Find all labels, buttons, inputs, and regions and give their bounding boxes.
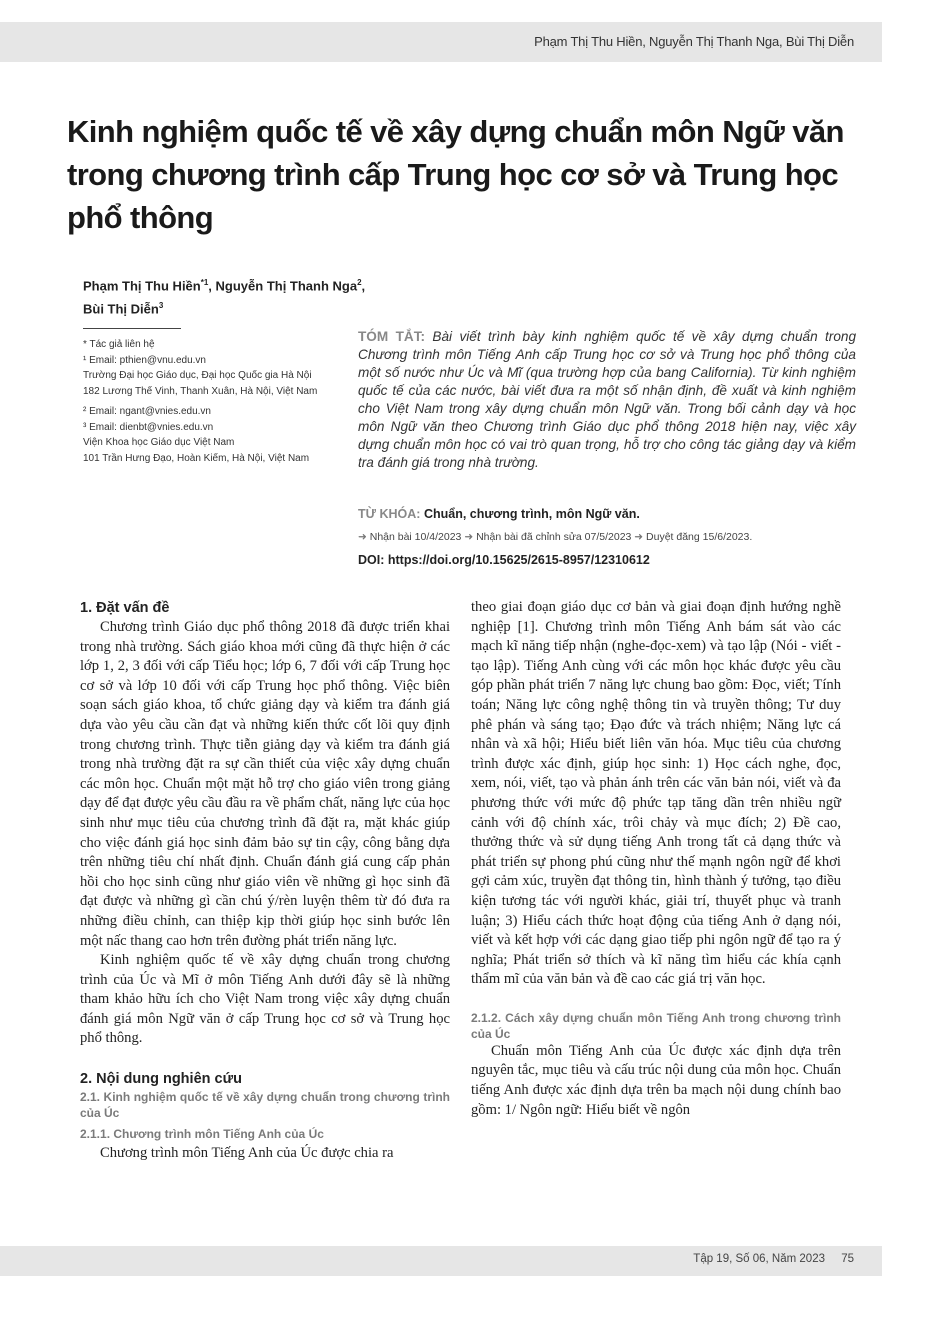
- revised-date: Nhận bài đã chỉnh sửa 07/5/2023: [476, 531, 632, 543]
- keywords: [358, 507, 858, 521]
- doi-link[interactable]: DOI: https://doi.org/10.15625/2615-8957/12310612: [358, 553, 650, 567]
- accepted-date: Duyệt đăng 15/6/2023.: [646, 531, 753, 543]
- abstract: [358, 328, 856, 472]
- affiliation-line: 101 Trần Hưng Đạo, Hoàn Kiếm, Hà Nội, Việt Nam: [83, 452, 310, 464]
- section-heading: 1. Đặt vấn đề: [80, 600, 170, 616]
- body-paragraph: Kinh nghiệm quốc tế về xây dựng chuẩn trong chương trình của Úc và Mĩ ở môn Tiếng Anh dưới đây sẽ là những tham khảo hữu ích cho Việt Nam trong việc xây dựng chuẩn đánh giá môn Ngữ văn ở cấp Trung học cơ sở và Trung học phổ thông.: [80, 952, 450, 1047]
- body-paragraph: Chương trình Giáo dục phổ thông 2018 đã được triển khai trong nhà trường. Sách giáo khoa mới cũng đã thực hiện ở các lớp 1, 2, 3 đối với cấp Tiểu học; lớp 6, 7 đối với cấp Trung học cơ sở và lớp 10 đối với cấp Trung học phổ thông. Việc biên soạn sách giáo khoa, tổ chức giảng dạy và kiểm tra đánh giá dựa vào yêu cầu cần đạt và những kiến thức cốt lõi quy định trong chương trình. Thực tiễn giảng dạy và kiểm tra đánh giá trong nhà trường đặt ra sự cần thiết của việc xây dựng chuẩn các môn học. Chuẩn một mặt hỗ trợ cho giáo viên trong giảng dạy để đạt được yêu cầu đầu ra về phẩm chất, năng lực của học sinh như mục tiêu của chương trình đã đặt ra, mặt khác giúp cho việc đánh giá học sinh đảm bảo sự tin cậy, công bằng dựa trên những tiêu chí nhất định. Chuẩn đánh giá cung cấp phản hồi cho học sinh cũng như giáo viên về những gì học sinh đã đạt được và những gì cần chú ý/rèn luyện thêm từ đó đưa ra những điều chỉnh, can thiệp kịp thời giúp học sinh bước lên một nấc thang cao hơn trên đường phát triển năng lực.: [80, 619, 450, 949]
- email-link[interactable]: ³ Email: dienbt@vnies.edu.vn: [83, 421, 214, 433]
- affiliation-line: 182 Lương Thế Vinh, Thanh Xuân, Hà Nội, Việt Nam: [83, 385, 318, 397]
- received-date: Nhận bài 10/4/2023: [369, 531, 462, 543]
- author-affiliation-mark: 2: [357, 278, 362, 287]
- arrow-right-icon: ➜: [634, 531, 644, 543]
- email-link[interactable]: ¹ Email: pthien@vnu.edu.vn: [83, 354, 206, 366]
- article-dates: [358, 531, 878, 543]
- page-footer: [0, 1246, 882, 1276]
- author-footnotes: [83, 337, 343, 466]
- keywords-label: TỪ KHÓA:: [358, 507, 421, 521]
- abstract-text: Bài viết trình bày kinh nghiệm quốc tế về xây dựng chuẩn trong Chương trình môn Tiếng Anh cấp Trung học cơ sở và Trung học phổ thông của một số nước như Úc và Mĩ (qua trường hợp của bang California). Từ kinh nghiệm quốc tế của các nước, bài viết đưa ra một số nhận định, đề xuất và kinh nghiệm cho Việt Nam trong xây dựng chuẩn môn Ngữ văn. Trong bối cảnh dạy và học môn Ngữ văn theo Chương trình Giáo dục phổ thông 2018 hiện nay, việc xây dựng chuẩn môn học có vai trò quan trọng, hỗ trợ cho công tác giảng dạy và kiểm tra đánh giá trong nhà trường.: [358, 329, 857, 470]
- keywords-value: Chuẩn, chương trình, môn Ngữ văn.: [423, 507, 640, 521]
- article-title: Kinh nghiệm quốc tế về xây dựng chuẩn môn Ngữ văn trong chương trình cấp Trung học cơ sở và Trung học phổ thông: [67, 114, 844, 235]
- page-number: 75: [841, 1253, 854, 1265]
- corresponding-note: * Tác giả liên hệ: [83, 339, 155, 350]
- body-paragraph: Chương trình môn Tiếng Anh của Úc được chia ra: [100, 1145, 394, 1162]
- body-column-left: [80, 598, 450, 1164]
- subsection-heading: 2.1. Kinh nghiệm quốc tế về xây dựng chuẩn trong chương trình của Úc: [80, 1090, 450, 1121]
- issue-info: Tập 19, Số 06, Năm 2023: [693, 1253, 825, 1265]
- body-paragraph: Chuẩn môn Tiếng Anh của Úc được xác định dựa trên nguyên tắc, mục tiêu và cấu trúc nội dung của môn học. Chuẩn tiếng Anh được xác định dựa trên ba mạch nội dung chính bao gồm: 1/ Ngôn ngữ: Hiểu biết về ngôn: [471, 1042, 841, 1118]
- subsubsection-heading: 2.1.2. Cách xây dựng chuẩn môn Tiếng Anh trong chương trình của Úc: [471, 1010, 841, 1041]
- author-name: Phạm Thị Thu Hiền: [83, 278, 201, 294]
- running-header: [0, 22, 882, 62]
- body-paragraph: theo giai đoạn giáo dục cơ bản và giai đoạn định hướng nghề nghiệp [1]. Chương trình môn Tiếng Anh bám sát vào các mạch kĩ năng tiếp nhận (nghe-đọc-xem) và tạo lập (Nói - viết - tạo lập). Tiếng Anh cùng với các môn học khác được yêu cầu góp phần phát triển 7 năng lực chung bao gồm: Đọc, viết; Tính toán; Năng lực công nghệ thông tin và truyền thông; Tư duy phê phán và sáng tạo; Đạo đức và trách nhiệm; Năng lực cá nhân và xã hội; Hiểu biết liên văn hóa. Mục tiêu của chương trình được xác định, giúp học sinh: 1) Học cách nghe, đọc, xem, nói, viết, tạo và phản ánh trên các văn bản nói, viết và đa phương thức với mức độ phức tạp tăng dần trên nhiều ngữ cảnh với độ chính xác, trôi chảy và mục đích; 2) Đề cao, thưởng thức và sử dụng tiếng Anh trong tất cả dạng thức và phát triển sự phong phú cũng như thế mạnh ngôn ngữ để khơi gợi cảm xúc, truyền đạt thông tin, hình thành ý tưởng, tạo điều kiện tương tác với người khác, giải trí, thuyết phục và tranh luận; 3) Hiểu cách thức hoạt động của tiếng Anh ở dạng nói, viết và kết hợp với các dạng giao tiếp phi ngôn ngữ để tạo ra ý nghĩa; Phát triển sở thích và kĩ năng tìm hiểu các khía cạnh thẩm mĩ của văn bản và đề cao các giá trị văn học.: [471, 599, 841, 988]
- running-header-authors: Phạm Thị Thu Hiền, Nguyễn Thị Thanh Nga, Bùi Thị Diễn: [534, 34, 854, 49]
- body-column-right: [471, 598, 841, 1120]
- footnote-divider: [83, 328, 181, 329]
- arrow-right-icon: ➜: [464, 531, 474, 543]
- author-affiliation-mark: 3: [158, 301, 164, 311]
- author-list: Phạm Thị Thu Hiền$^{*1}$, Nguyễn Thị Thanh Nga$^2$, Bùi Thị Diễn$^3$: [83, 278, 366, 317]
- email-link[interactable]: ² Email: ngant@vnies.edu.vn: [83, 406, 211, 417]
- arrow-right-icon: ➜: [358, 531, 367, 543]
- affiliation-line: Viện Khoa học Giáo dục Việt Nam: [83, 437, 235, 448]
- abstract-label: TÓM TẮT:: [358, 329, 426, 344]
- section-heading: 2. Nội dung nghiên cứu: [80, 1071, 242, 1088]
- author-name: Bùi Thị Diễn: [83, 301, 159, 317]
- affiliation-line: Trường Đại học Giáo dục, Đại học Quốc gia Hà Nội: [83, 370, 312, 381]
- author-name: Nguyễn Thị Thanh Nga: [215, 278, 358, 294]
- author-affiliation-mark: *1: [200, 278, 209, 287]
- subsubsection-heading: 2.1.1. Chương trình môn Tiếng Anh của Úc: [80, 1127, 324, 1142]
